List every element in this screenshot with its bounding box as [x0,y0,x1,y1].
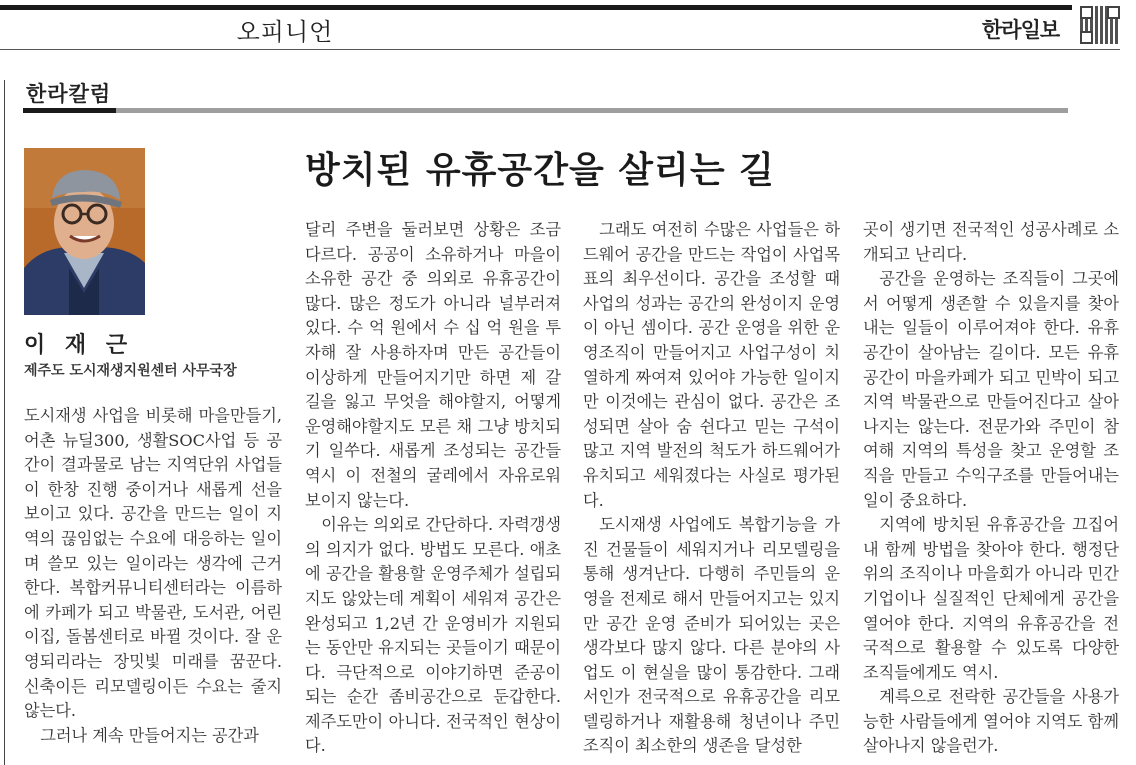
column-label-underline-dark [23,108,116,113]
paragraph: 그러나 계속 만들어지는 공간과 [40,725,259,745]
paragraph: 공간을 운영하는 조직들이 그곳에서 어떻게 생존할 수 있을지를 찾아내는 일들이 이루어져야 한다. 유휴공간이 살아남는 길이다. 모든 유휴공간이 마을카페가 되고 민박이 되고 지역 박물관으로 만들어진다고 살아나지는 않는다. 전문가와 주민이 참여해 지역의 특성을 찾고 운영할 조직을 만들고 수익구조를 만들어내는 일이 중요하다. [863,269,1119,510]
article-column-3 [583,218,840,759]
article-headline: 방치된 유휴공간을 살리는 길 [305,149,775,191]
section-title: 오피니언 [236,18,334,46]
paragraph: 도시재생 사업에도 복합기능을 가진 건물들이 세워지거나 리모델링을 통해 생겨난다. 다행히 주민들의 운영을 전제로 해서 만들어지고는 있지만 공간 운영 준비가 되어있는 곳은 생각보다 많지 않다. 다른 분야의 사업도 이 현실을 많이 통감한다. 그래서인가 전국적으로 유휴공간을 리모델링하거나 재활용해 청년이나 주민조직이 최소한의 생존을 달성한 [583,515,840,756]
paragraph: 곳이 생기면 전국적인 성공사례로 소개되고 난리다. [863,220,1119,264]
paragraph: 이유는 의외로 간단하다. 자력갱생의 의지가 없다. 방법도 모른다. 애초에 공간을 활용할 운영주체가 설립되지도 않았는데 계획이 세워져 공간은 완성되고 1,2년 간 운영비가 지원되는 동안만 유지되는 곳들이기 때문이다. 극단적으로 이야기하면 준공이 되는 순간 좀비공간으로 둔갑한다. 제주도만이 아니다. 전국적인 현상이다. [305,515,561,756]
article-column-1 [24,404,282,748]
author-name: 이 재 근 [24,333,134,358]
article-column-4 [863,218,1119,759]
paragraph: 달리 주변을 둘러보면 상황은 조금 다르다. 공공이 소유하거나 마을이 소유한 공간 중 의외로 유휴공간이 많다. 많은 정도가 아니라 널부러져 있다. 수 억 원에서 수 십 억 원을 투자해 잘 사용하자며 만든 공간들이 이상하게 만들어지기만 하면 제 갈 길을 잃고 무엇을 해야할지, 어떻게 운영해야할지도 모른 채 그냥 방치되기 일쑤다. 새롭게 조성되는 공간들 역시 이 전철의 굴레에서 자유로워 보이지 않는다. [305,220,561,510]
article-column-2 [305,218,561,759]
paragraph: 지역에 방치된 유휴공간을 끄집어내 함께 방법을 찾아야 한다. 행정단위의 조직이나 마을회가 아니라 민간 기업이나 실질적인 단체에게 공간을 열어야 한다. 지역의 유휴공간을 전국적으로 활용할 수 있도록 다양한 조직들에게도 역시. [863,515,1119,682]
column-label-underline-gray [116,108,1068,113]
author-portrait-icon [24,148,145,315]
qr-code-icon[interactable] [1080,6,1120,44]
author-title: 제주도 도시재생지원센터 사무국장 [24,363,237,379]
newspaper-logo[interactable]: 한라일보 [982,18,1060,42]
author-photo [24,148,145,315]
column-label: 한라칼럼 [26,82,112,106]
masthead-divider [0,49,1120,50]
paragraph: 도시재생 사업을 비롯해 마을만들기, 어촌 뉴딜300, 생활SOC사업 등 공간이 결과물로 남는 지역단위 사업들이 한창 진행 중이거나 새롭게 선을 보이고 있다. 공간을 만드는 일이 지역의 끊임없는 수요에 대응하는 일이며 쓸모 있는 일이라는 생각에 근거한다. 복합커뮤니티센터라는 이름하에 카페가 되고 박물관, 도서관, 어린이집, 돌봄센터로 바뀔 것이다. 잘 운영되리라는 장밋빛 미래를 꿈꾼다. 신축이든 리모델링이든 수요는 줄지 않는다. [24,406,282,721]
paragraph: 그래도 여전히 수많은 사업들은 하드웨어 공간을 만드는 작업이 사업목표의 최우선이다. 공간을 조성할 때 사업의 성과는 공간의 완성이지 운영이 아닌 셈이다. 공간 운영을 위한 운영조직이 만들어지고 사업구성이 치열하게 짜여져 있어야 가능한 일이지만 이것에는 관심이 없다. 공간은 조성되면 살아 숨 쉰다고 믿는 구석이 많고 지역 발전의 척도가 하드웨어가 유치되고 세워졌다는 사실로 평가된다. [583,220,840,510]
masthead-top-rule [0,5,1072,10]
left-margin-rule [4,80,5,765]
paragraph: 계륵으로 전락한 공간들을 사용가능한 사람들에게 열어야 지역도 함께 살아나지 않을런가. [863,687,1119,756]
